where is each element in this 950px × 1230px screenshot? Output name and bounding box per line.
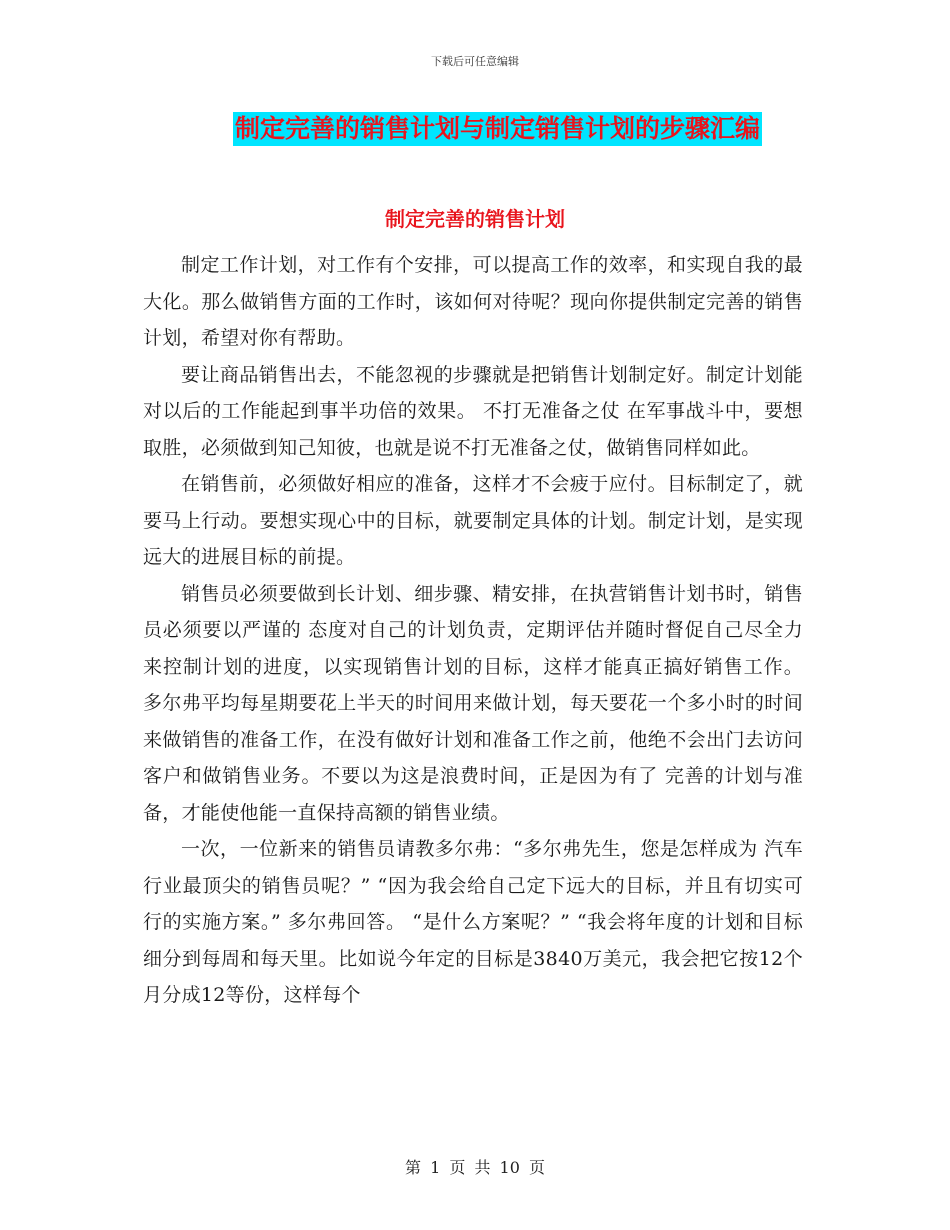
document-title: 制定完善的销售计划与制定销售计划的步骤汇编 [233,112,762,146]
section-title: 制定完善的销售计划 [385,207,565,231]
paragraph: 一次，一位新来的销售员请教多尔弗：“多尔弗先生，您是怎样成为 汽车行业最顶尖的销售员呢？” “因为我会给自己定下远大的目标，并且有切实可行的实施方案。” 多尔弗回答。 “是什么方案呢？” “我会将年度的计划和目标细分到每周和每天里。比如说今年定的目标是3840万美元，我会把它按12个月分成12等份，这样每个 [143,838,803,1006]
paragraph: 销售员必须要做到长计划、细步骤、精安排，在执营销售计划书时，销售员必须要以严谨的 态度对自己的计划负责，定期评估并随时督促自己尽全力来控制计划的进度，以实现销售计划的目标，这样才能真正搞好销售工作。 多尔弗平均每星期要花上半天的时间用来做计划，每天要花一个多小时的时间来做销售的准备工作，在没有做好计划和准备工作之前，他绝不会出门去访问客户和做销售业务。不要以为这是浪费时间，正是因为有了 完善的计划与准备，才能使他能一直保持高额的销售业绩。 [143,582,803,824]
paragraph: 制定工作计划，对工作有个安排，可以提高工作的效率，和实现自我的最大化。那么做销售方面的工作时，该如何对待呢？现向你提供制定完善的销售计划，希望对你有帮助。 [143,254,803,349]
page-number-footer: 第 1 页 共 10 页 [405,1158,545,1177]
document-body [143,247,803,1014]
document-title-wrap [0,112,950,146]
paragraph: 要让商品销售出去，不能忽视的步骤就是把销售计划制定好。制定计划能对以后的工作能起到事半功倍的效果。 不打无准备之仗 在军事战斗中，要想取胜，必须做到知己知彼，也就是说不打无准备之仗，做销售同样如此。 [143,363,803,459]
page-header-note: 下载后可任意编辑 [431,55,519,68]
paragraph: 在销售前，必须做好相应的准备，这样才不会疲于应付。目标制定了，就要马上行动。要想实现心中的目标，就要制定具体的计划。制定计划，是实现远大的进展目标的前提。 [143,473,803,568]
